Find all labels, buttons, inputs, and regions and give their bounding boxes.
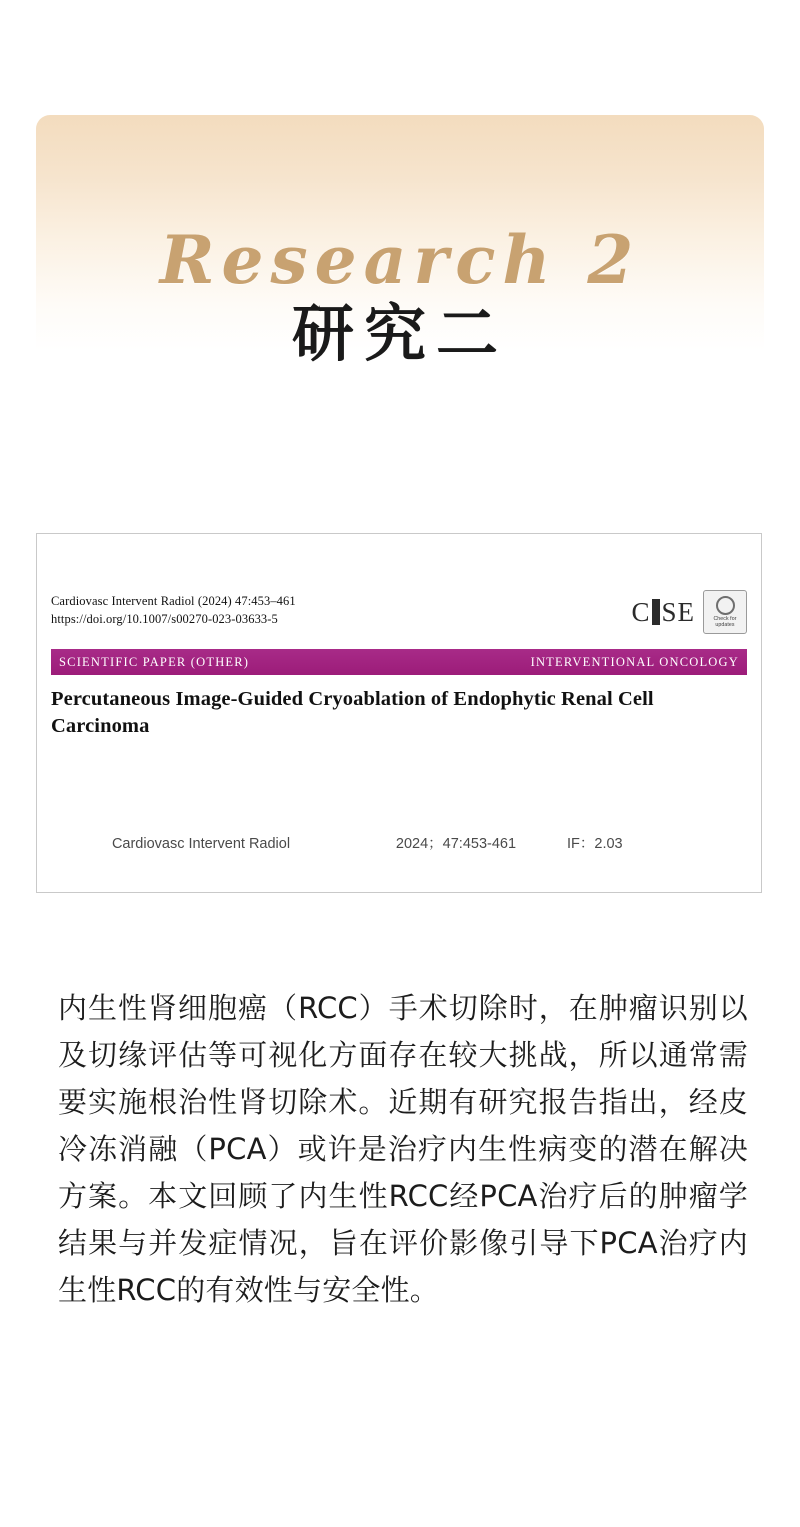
research-banner [36, 115, 764, 393]
article-type-label: SCIENTIFIC PAPER (OTHER) [59, 654, 250, 669]
crossmark-check-for-updates-icon[interactable] [703, 590, 747, 634]
journal-doi: https://doi.org/10.1007/s00270-023-03633-5 [51, 612, 278, 627]
banner-script-title: Research 2 [159, 221, 641, 299]
crossmark-line1: Check for [713, 616, 737, 623]
paper-title: Percutaneous Image-Guided Cryoablation of Endophytic Renal Cell Carcinoma [51, 688, 654, 738]
cirse-logo-left: C [631, 596, 651, 627]
cirse-logo [631, 596, 695, 627]
cirse-logo-bar-icon [652, 599, 660, 625]
cirse-logo-right: SE [661, 596, 695, 627]
abstract-paragraph: 内生性肾细胞癌（RCC）手术切除时，在肿瘤识别以及切缘评估等可视化方面存在较大挑战，所以通常需要实施根治性肾切除术。近期有研究报告指出，经皮冷冻消融（PCA）或许是治疗内生性病变的潜在解决方案。本文回顾了内生性RCC经PCA治疗后的肿瘤学结果与并发症情况，旨在评价影像引导下PCA治疗内生性RCC的有效性与安全性。 [58, 991, 748, 1307]
publisher-logo-group [631, 590, 747, 634]
footer-impact-factor: IF：2.03 [567, 836, 623, 852]
paper-footer [51, 832, 747, 853]
journal-citation: Cardiovasc Intervent Radiol (2024) 47:453–461 [51, 594, 296, 608]
article-category-bar [51, 649, 747, 675]
crossmark-ring-icon [716, 596, 735, 615]
footer-journal-name: Cardiovasc Intervent Radiol [111, 836, 291, 852]
paper-preview-card [36, 533, 762, 893]
crossmark-line2: updates [715, 621, 735, 628]
article-section-label: INTERVENTIONAL ONCOLOGY [530, 654, 739, 669]
footer-issue: 2024；47:453-461 [395, 836, 517, 852]
banner-chinese-title: 研究二 [291, 297, 508, 370]
